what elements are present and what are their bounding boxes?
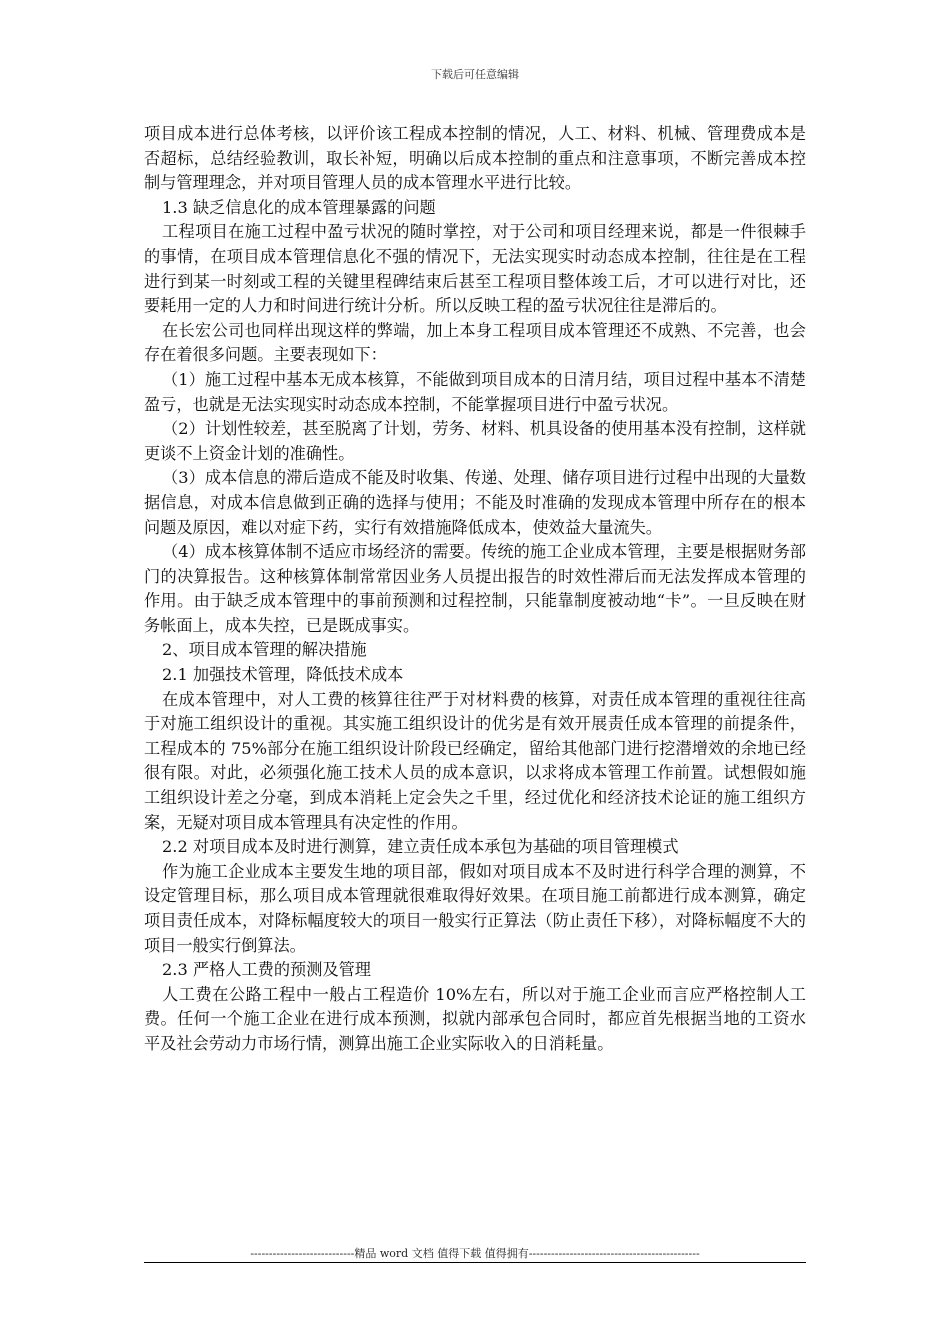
page-footer: ----------------------------精品 word 文档 值得下载 值得拥有----------------------------------------------: [250, 1247, 700, 1260]
section-heading: 2、项目成本管理的解决措施: [162, 640, 367, 660]
paragraph: 在成本管理中，对人工费的核算往往严于对材料费的核算，对责任成本管理的重视往往高于对施工组织设计的重视。其实施工组织设计的优劣是有效开展责任成本管理的前提条件，工程成本的 75%部分在施工组织设计阶段已经确定，留给其他部门进行挖潜增效的余地已经很有限。对此，必须强化施工技术人员的成本意识，以求将成本管理工作前置。试想假如施工组织设计差之分毫，到成本消耗上定会失之千里，经过优化和经济技术论证的施工组织方案，无疑对项目成本管理具有决定性的作用。: [144, 689, 806, 832]
section-heading: 2.2 对项目成本及时进行测算，建立责任成本承包为基础的项目管理模式: [162, 837, 679, 857]
document-body: [144, 122, 806, 1057]
page-header: 下载后可任意编辑: [431, 68, 519, 81]
section-heading: 1.3 缺乏信息化的成本管理暴露的问题: [162, 197, 436, 217]
footer-divider: [144, 1262, 806, 1263]
list-item: （2）计划性较差，甚至脱离了计划，劳务、材料、机具设备的使用基本没有控制，这样就更谈不上资金计划的准确性。: [144, 419, 806, 463]
list-item: （4）成本核算体制不适应市场经济的需要。传统的施工企业成本管理，主要是根据财务部门的决算报告。这种核算体制常常因业务人员提出报告的时效性滞后而无法发挥成本管理的作用。由于缺乏成本管理中的事前预测和过程控制，只能靠制度被动地“卡”。一旦反映在财务帐面上，成本失控，已是既成事实。: [144, 542, 806, 635]
section-heading: 2.1 加强技术管理，降低技术成本: [162, 665, 404, 685]
paragraph: 工程项目在施工过程中盈亏状况的随时掌控，对于公司和项目经理来说，都是一件很棘手的事情，在项目成本管理信息化不强的情况下，无法实现实时动态成本控制，往往是在工程进行到某一时刻或工程的关键里程碑结束后甚至工程项目整体竣工后，才可以进行对比，还要耗用一定的人力和时间进行统计分析。所以反映工程的盈亏状况往往是滞后的。: [144, 222, 806, 316]
list-item: （1）施工过程中基本无成本核算，不能做到项目成本的日清月结，项目过程中基本不清楚盈亏，也就是无法实现实时动态成本控制，不能掌握项目进行中盈亏状况。: [144, 369, 806, 414]
paragraph: 人工费在公路工程中一般占工程造价 10%左右，所以对于施工企业而言应严格控制人工费。任何一个施工企业在进行成本预测，拟就内部承包合同时，都应首先根据当地的工资水平及社会劳动力市场行情，测算出施工企业实际收入的日消耗量。: [144, 984, 806, 1053]
list-item: （3）成本信息的滞后造成不能及时收集、传递、处理、储存项目进行过程中出现的大量数据信息，对成本信息做到正确的选择与使用；不能及时准确的发现成本管理中所存在的根本问题及原因，难以对症下药，实行有效措施降低成本，使效益大量流失。: [144, 468, 806, 537]
paragraph: 作为施工企业成本主要发生地的项目部，假如对项目成本不及时进行科学合理的测算，不设定管理目标，那么项目成本管理就很难取得好效果。在项目施工前都进行成本测算，确定项目责任成本，对降标幅度较大的项目一般实行正算法（防止责任下移），对降标幅度不大的项目一般实行倒算法。: [144, 861, 806, 955]
paragraph: 项目成本进行总体考核，以评价该工程成本控制的情况，人工、材料、机械、管理费成本是否超标，总结经验教训，取长补短，明确以后成本控制的重点和注意事项，不断完善成本控制与管理理念，并对项目管理人员的成本管理水平进行比较。: [144, 124, 806, 193]
paragraph: 在长宏公司也同样出现这样的弊端，加上本身工程项目成本管理还不成熟、不完善，也会存在着很多问题。主要表现如下：: [144, 320, 806, 365]
section-heading: 2.3 严格人工费的预测及管理: [162, 960, 371, 980]
